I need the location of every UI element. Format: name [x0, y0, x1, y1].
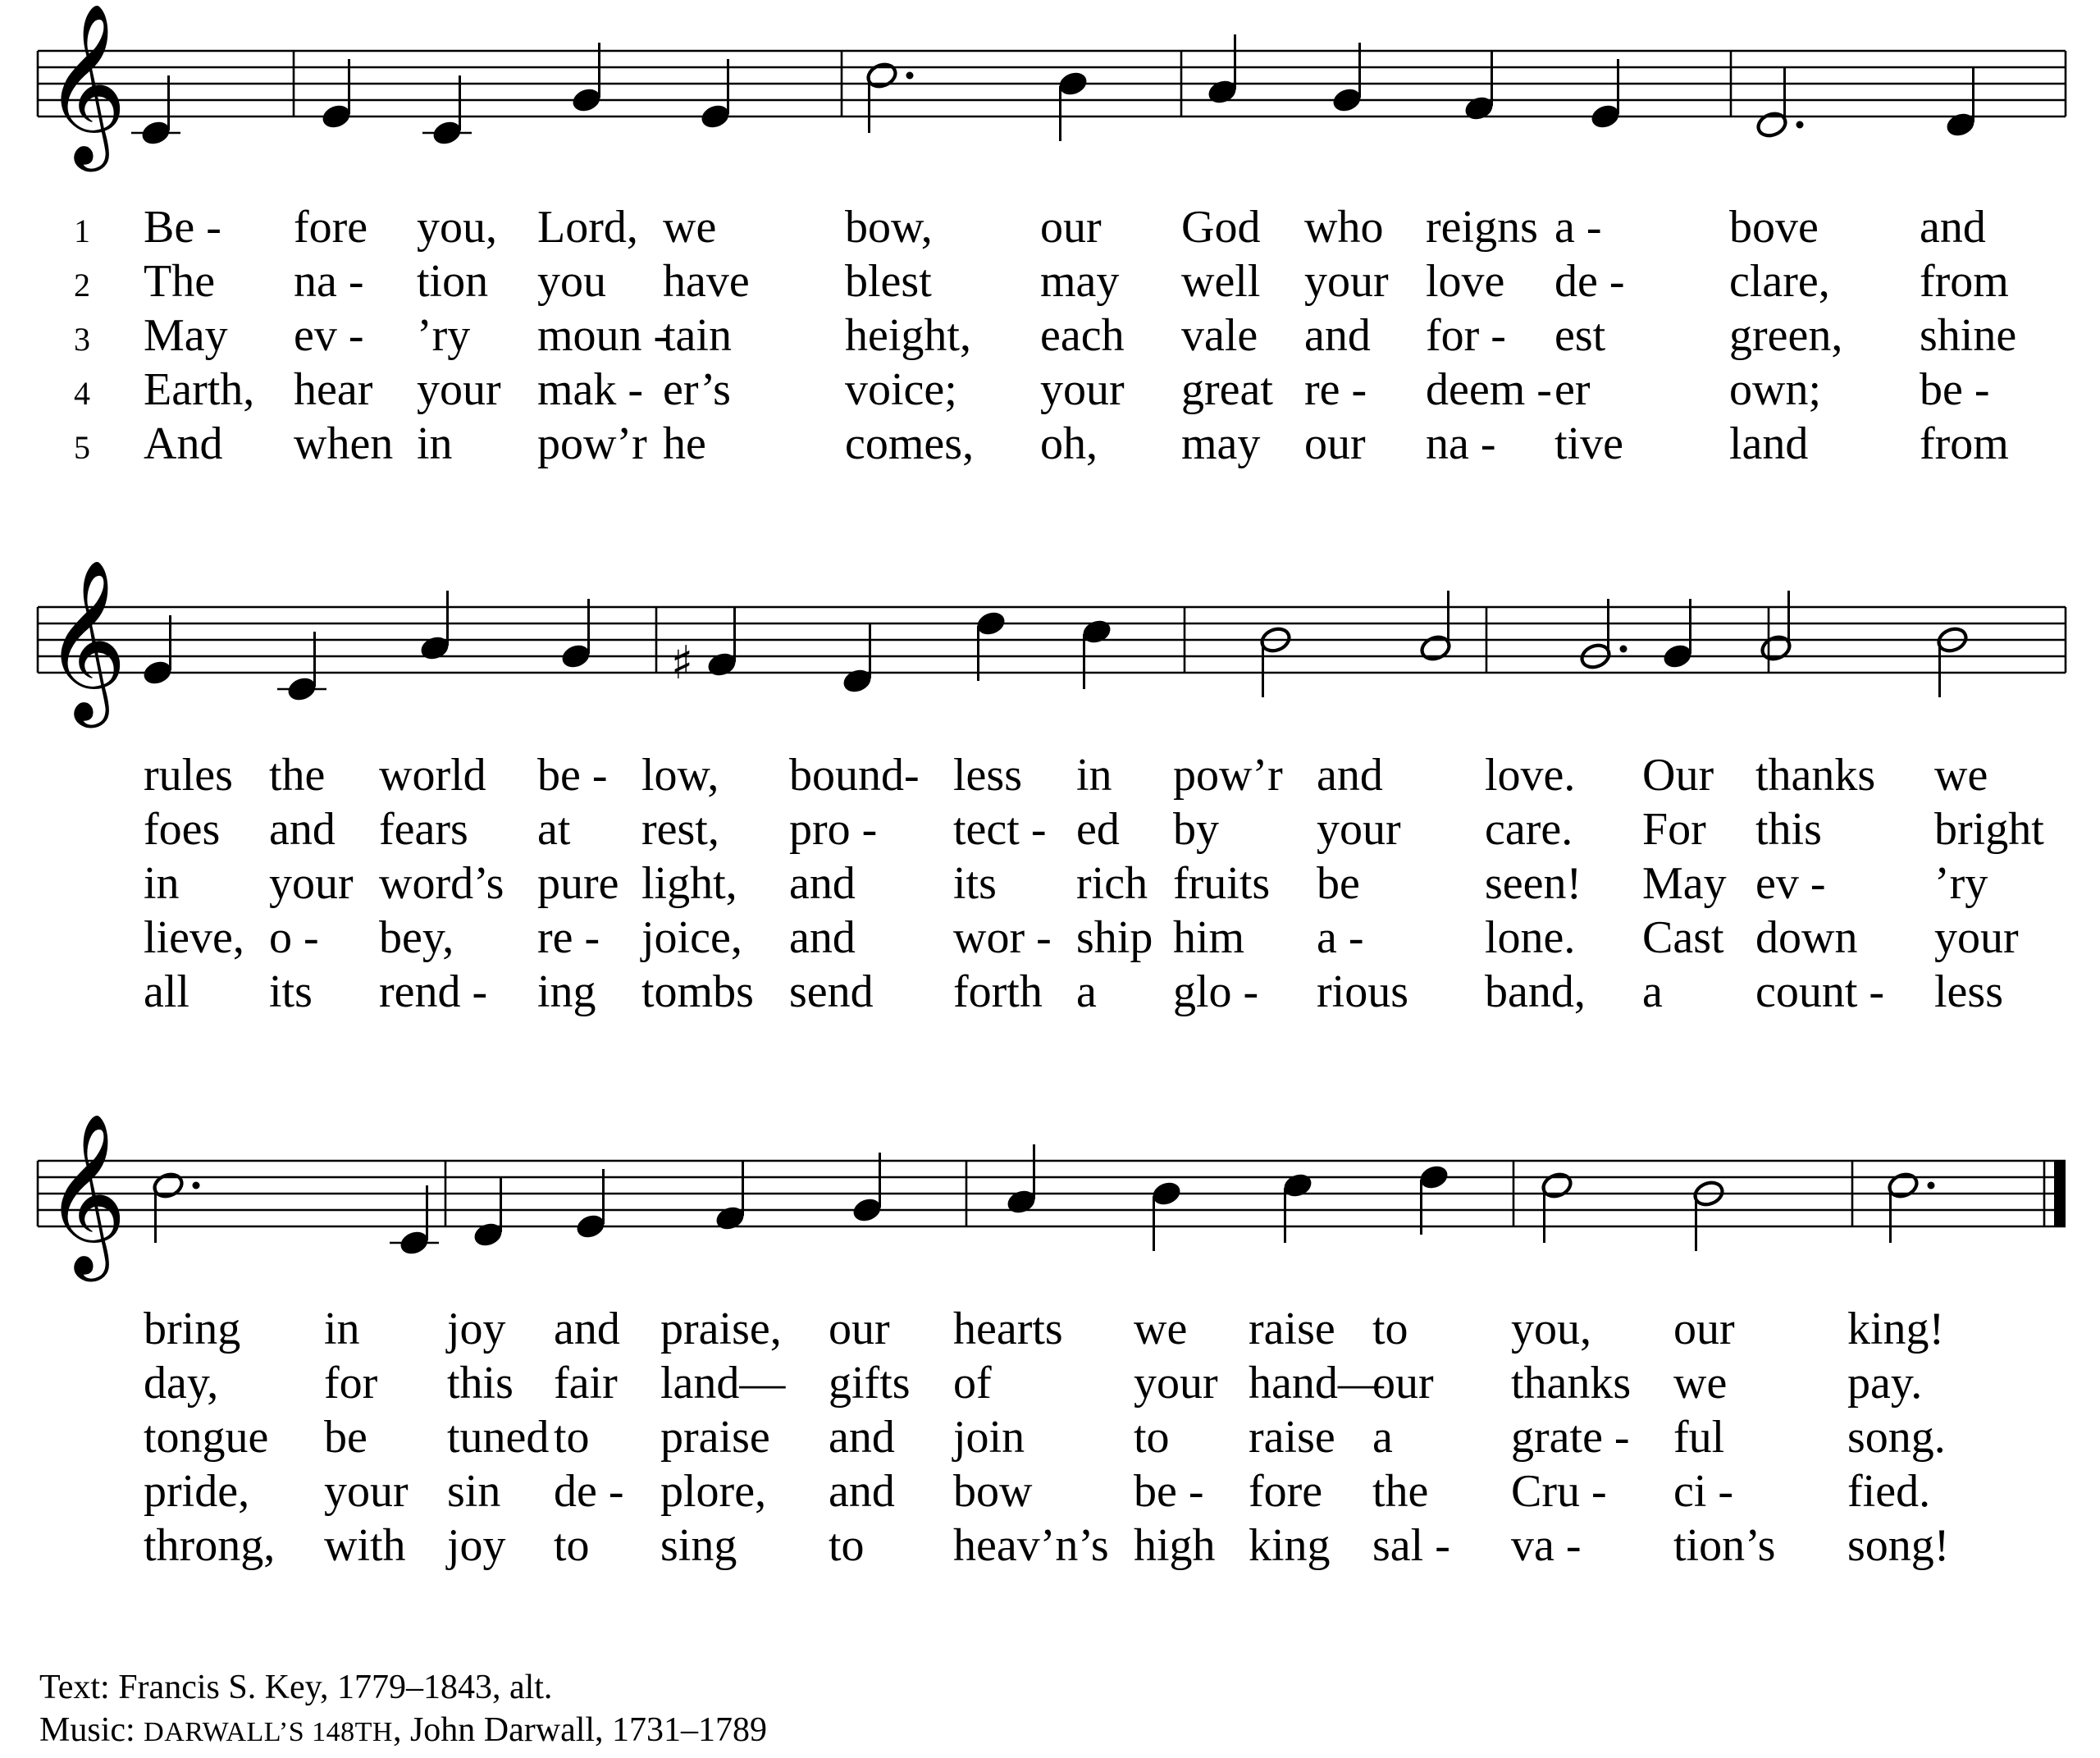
tune-name: DARWALL’S 148TH [144, 1717, 393, 1747]
note [141, 615, 175, 687]
lyric-syllable: joy [447, 1520, 506, 1571]
lyric-syllable: have [663, 256, 750, 307]
lyric-syllable: and [554, 1304, 620, 1354]
lyric-syllable: at [537, 804, 571, 855]
lyric-syllable: king [1249, 1520, 1331, 1571]
lyric-syllable: join [953, 1412, 1025, 1463]
lyric-syllable: great [1181, 364, 1273, 415]
lyric-syllable: bove [1729, 202, 1819, 253]
lyric-syllable: from [1920, 418, 2009, 469]
lyric-syllable: bey, [379, 912, 454, 963]
lyric-syllable: him [1173, 912, 1245, 963]
lyric-syllable: bow [953, 1466, 1033, 1517]
music-credit-value: , John Darwall, 1731–1789 [392, 1711, 768, 1749]
note [1692, 1179, 1726, 1251]
lyric-syllable: hand— [1249, 1358, 1384, 1409]
treble-clef-icon: 𝄞 [44, 1112, 127, 1275]
lyric-syllable: and [269, 804, 336, 855]
lyric-syllable: forth [953, 966, 1043, 1017]
lyric-syllable: Cru - [1511, 1466, 1607, 1517]
lyric-syllable: Earth, [144, 364, 255, 415]
lyric-syllable: our [1372, 1358, 1434, 1409]
lyric-syllable: ing [537, 966, 596, 1017]
lyric-syllable: all [144, 966, 189, 1017]
lyric-syllable: your [1934, 912, 2019, 963]
note [1206, 34, 1239, 107]
lyric-syllable: our [829, 1304, 890, 1354]
lyric-syllable: and [1304, 310, 1371, 361]
note [1944, 67, 1978, 139]
lyric-syllable: raise [1249, 1412, 1335, 1463]
lyric-syllable: high [1134, 1520, 1216, 1571]
lyric-syllable: to [1134, 1412, 1170, 1463]
lyric-syllable: be - [1920, 364, 1990, 415]
lyric-syllable: love. [1485, 750, 1576, 801]
note [390, 1185, 439, 1258]
note [418, 591, 452, 663]
lyric-syllable: grate - [1511, 1412, 1630, 1463]
lyric-syllable: less [1934, 966, 2003, 1017]
lyric-syllable: we [1673, 1358, 1728, 1409]
lyric-syllable: pure [537, 858, 619, 909]
note [851, 1153, 884, 1225]
lyric-syllable: deem - [1426, 364, 1552, 415]
lyric-syllable: with [324, 1520, 406, 1571]
lyric-syllable: world [379, 750, 486, 801]
note [699, 59, 733, 131]
lyric-syllable: its [269, 966, 313, 1017]
lyric-syllable: pow’r [537, 418, 647, 469]
lyric-syllable: fair [554, 1358, 618, 1409]
lyric-syllable: be [1317, 858, 1360, 909]
lyric-syllable: comes, [845, 418, 975, 469]
lyric-syllable: ’ry [1934, 858, 1988, 909]
note [1080, 617, 1114, 689]
note [714, 1161, 747, 1233]
lyric-syllable: to [554, 1412, 590, 1463]
lyric-syllable: song! [1847, 1520, 1950, 1571]
lyric-syllable: May [1642, 858, 1727, 909]
lyric-syllable: est [1554, 310, 1606, 361]
lyric-syllable: light, [641, 858, 737, 909]
note [1463, 51, 1496, 123]
lyric-syllable: moun - [537, 310, 669, 361]
lyric-syllable: wor - [953, 912, 1052, 963]
lyric-syllable: for - [1426, 310, 1506, 361]
lyric-syllable: less [953, 750, 1022, 801]
lyric-syllable: de - [554, 1466, 624, 1517]
lyric-syllable: na - [294, 256, 364, 307]
note [1005, 1144, 1039, 1217]
lyric-syllable: tongue [144, 1412, 269, 1463]
lyric-syllable: and [829, 1412, 895, 1463]
lyric-syllable: you [537, 256, 606, 307]
lyric-syllable: by [1173, 804, 1219, 855]
note [1150, 1179, 1184, 1251]
note [570, 43, 604, 115]
lyric-syllable: may [1040, 256, 1120, 307]
lyric-syllable: ci - [1673, 1466, 1734, 1517]
lyric-syllable: and [1317, 750, 1383, 801]
lyric-syllable: fore [1249, 1466, 1323, 1517]
lyric-syllable: plore, [660, 1466, 767, 1517]
lyric-syllable: land [1729, 418, 1809, 469]
lyric-syllable: re - [537, 912, 600, 963]
lyric-syllable: care. [1485, 804, 1573, 855]
note [277, 632, 326, 704]
lyric-syllable: hearts [953, 1304, 1063, 1354]
lyric-syllable: fied. [1847, 1466, 1931, 1517]
text-credit [39, 1670, 552, 1705]
lyric-syllable: clare, [1729, 256, 1830, 307]
note [472, 1177, 505, 1249]
lyric-syllable: own; [1729, 364, 1821, 415]
lyric-syllable: he [663, 418, 706, 469]
note [422, 75, 472, 148]
lyric-syllable: its [953, 858, 997, 909]
note [320, 59, 354, 131]
lyric-syllable: er [1554, 364, 1591, 415]
lyric-syllable: our [1040, 202, 1102, 253]
note [1541, 1171, 1574, 1243]
lyric-syllable: this [1755, 804, 1822, 855]
lyric-syllable: when [294, 418, 394, 469]
lyric-syllable: land— [660, 1358, 786, 1409]
lyric-syllable: rend - [379, 966, 488, 1017]
verse-number: 2 [74, 267, 90, 304]
lyric-syllable: de - [1554, 256, 1625, 307]
lyric-syllable: your [1304, 256, 1389, 307]
lyric-syllable: Be - [144, 202, 221, 253]
lyric-syllable: tombs [641, 966, 754, 1017]
lyric-syllable: sal - [1372, 1520, 1450, 1571]
lyric-syllable: your [1317, 804, 1401, 855]
lyric-syllable: praise, [660, 1304, 782, 1354]
lyric-syllable: in [324, 1304, 360, 1354]
note [1887, 1171, 1935, 1243]
lyric-syllable: fears [379, 804, 468, 855]
lyric-syllable: For [1642, 804, 1706, 855]
note [1755, 67, 1804, 139]
lyric-syllable: er’s [663, 364, 731, 415]
lyric-syllable: shine [1920, 310, 2017, 361]
lyric-syllable: a [1372, 1412, 1393, 1463]
music-credit-label: Music: [39, 1711, 135, 1749]
music-credit [39, 1713, 767, 1747]
lyric-syllable: count - [1755, 966, 1885, 1017]
augmentation-dot [906, 72, 914, 80]
lyric-syllable: glo - [1173, 966, 1259, 1017]
note [1936, 625, 1970, 697]
note [671, 607, 738, 690]
lyric-syllable: pride, [144, 1466, 250, 1517]
lyric-syllable: bring [144, 1304, 241, 1354]
lyric-syllable: tion [417, 256, 489, 307]
lyric-syllable: fore [294, 202, 368, 253]
lyric-syllable: God [1181, 202, 1261, 253]
verse-number: 5 [74, 429, 90, 466]
lyric-syllable: throng, [144, 1520, 276, 1571]
lyric-syllable: oh, [1040, 418, 1098, 469]
lyric-syllable: na - [1426, 418, 1496, 469]
lyric-syllable: ’ry [417, 310, 471, 361]
note [574, 1169, 608, 1241]
lyric-syllable: ship [1076, 912, 1153, 963]
lyric-syllable: height, [845, 310, 971, 361]
lyric-syllable: gifts [829, 1358, 911, 1409]
note [1661, 599, 1695, 671]
lyric-syllable: green, [1729, 310, 1843, 361]
treble-clef-icon: 𝄞 [44, 2, 127, 165]
system-2 [38, 559, 2066, 1017]
lyric-syllable: to [554, 1520, 590, 1571]
augmentation-dot [1620, 646, 1628, 653]
lyric-syllable: blest [845, 256, 932, 307]
lyric-syllable: to [829, 1520, 865, 1571]
lyric-syllable: your [324, 1466, 409, 1517]
lyric-syllable: bright [1934, 804, 2044, 855]
lyric-syllable: from [1920, 256, 2009, 307]
lyric-syllable: va - [1511, 1520, 1582, 1571]
lyric-syllable: raise [1249, 1304, 1335, 1354]
system-1 [38, 2, 2066, 469]
lyric-syllable: who [1304, 202, 1384, 253]
treble-clef-icon: 𝄞 [44, 559, 127, 721]
lyric-syllable: may [1181, 418, 1261, 469]
lyric-syllable: and [829, 1466, 895, 1517]
lyric-syllable: our [1673, 1304, 1735, 1354]
lyric-syllable: hear [294, 364, 373, 415]
lyric-syllable: Our [1642, 750, 1714, 801]
lyric-syllable: tive [1554, 418, 1623, 469]
lyric-syllable: sing [660, 1520, 737, 1571]
note [1331, 43, 1364, 115]
lyric-syllable: rest, [641, 804, 719, 855]
verse-number: 1 [74, 212, 90, 249]
lyric-syllable: to [1372, 1304, 1408, 1354]
lyric-syllable: be - [1134, 1466, 1204, 1517]
note [865, 61, 914, 133]
lyric-syllable: in [417, 418, 453, 469]
lyric-syllable: word’s [379, 858, 504, 909]
lyric-syllable: foes [144, 804, 221, 855]
lyric-syllable: a [1642, 966, 1663, 1017]
lyric-syllable: Cast [1642, 912, 1724, 963]
lyric-syllable: we [1134, 1304, 1188, 1354]
lyric-syllable: ev - [294, 310, 364, 361]
verse-number: 4 [74, 375, 90, 412]
lyric-syllable: ful [1673, 1412, 1725, 1463]
lyric-syllable: o - [269, 912, 319, 963]
note [1259, 625, 1293, 697]
lyric-syllable: your [1134, 1358, 1218, 1409]
lyric-syllable: The [144, 256, 216, 307]
lyric-syllable: Lord, [537, 202, 638, 253]
system-3 [38, 1112, 2066, 1571]
lyric-syllable: for [324, 1358, 378, 1409]
lyric-syllable: of [953, 1358, 992, 1409]
lyric-syllable: thanks [1755, 750, 1876, 801]
lyric-syllable: down [1755, 912, 1858, 963]
lyric-syllable: re - [1304, 364, 1367, 415]
note [1419, 591, 1453, 663]
lyric-syllable: you, [417, 202, 497, 253]
lyric-syllable: May [144, 310, 228, 361]
lyric-syllable: tion’s [1673, 1520, 1776, 1571]
note [131, 75, 180, 148]
sharp-icon: ♯ [671, 637, 694, 690]
lyric-syllable: king! [1847, 1304, 1945, 1354]
lyric-syllable: And [144, 418, 223, 469]
lyric-syllable: your [1040, 364, 1125, 415]
final-barline-thick [2054, 1161, 2066, 1226]
lyric-syllable: voice; [845, 364, 957, 415]
lyric-syllable: a - [1317, 912, 1364, 963]
lyric-syllable: rious [1317, 966, 1408, 1017]
lyric-syllable: in [1076, 750, 1112, 801]
lyric-syllable: be [324, 1412, 368, 1463]
text-credit-label: Text: [39, 1669, 110, 1706]
lyric-syllable: mak - [537, 364, 644, 415]
lyric-syllable: bound- [789, 750, 920, 801]
lyric-syllable: love [1426, 256, 1505, 307]
note [1281, 1171, 1315, 1243]
lyric-syllable: your [417, 364, 501, 415]
lyric-syllable: seen! [1485, 858, 1582, 909]
note [1418, 1162, 1451, 1235]
lyric-syllable: this [447, 1358, 514, 1409]
lyric-syllable: a [1076, 966, 1097, 1017]
lyric-syllable: low, [641, 750, 719, 801]
text-credit-value: Francis S. Key, 1779–1843, alt. [118, 1669, 553, 1706]
lyric-syllable: well [1181, 256, 1261, 307]
augmentation-dot [1796, 121, 1804, 129]
lyric-syllable: joy [447, 1304, 506, 1354]
lyric-syllable: and [789, 858, 856, 909]
note [1760, 591, 1793, 663]
lyric-syllable: be - [537, 750, 608, 801]
note [1057, 69, 1090, 141]
lyric-syllable: pro - [789, 804, 878, 855]
lyric-syllable: ev - [1755, 858, 1826, 909]
lyric-syllable: ed [1076, 804, 1120, 855]
lyric-syllable: lieve, [144, 912, 244, 963]
lyric-syllable: tain [663, 310, 732, 361]
note [975, 609, 1008, 681]
note [841, 623, 874, 696]
lyric-syllable: you, [1511, 1304, 1591, 1354]
note [1589, 59, 1623, 131]
lyric-syllable: and [1920, 202, 1986, 253]
lyric-syllable: lone. [1485, 912, 1576, 963]
lyric-syllable: reigns [1426, 202, 1538, 253]
note [152, 1171, 200, 1243]
lyric-syllable: tuned [447, 1412, 550, 1463]
lyric-syllable: band, [1485, 966, 1586, 1017]
lyric-syllable: each [1040, 310, 1125, 361]
lyric-syllable: and [789, 912, 856, 963]
lyric-syllable: your [269, 858, 354, 909]
lyric-syllable: tect - [953, 804, 1047, 855]
lyric-syllable: heav’n’s [953, 1520, 1109, 1571]
lyric-syllable: sin [447, 1466, 501, 1517]
lyric-syllable: fruits [1173, 858, 1271, 909]
lyric-syllable: pay. [1847, 1358, 1923, 1409]
augmentation-dot [193, 1182, 200, 1190]
lyric-syllable: joice, [641, 912, 742, 963]
lyric-syllable: thanks [1511, 1358, 1632, 1409]
lyric-syllable: the [1372, 1466, 1429, 1517]
note [1579, 599, 1628, 671]
lyric-syllable: our [1304, 418, 1366, 469]
lyric-syllable: in [144, 858, 180, 909]
lyric-syllable: rich [1076, 858, 1148, 909]
verse-number: 3 [74, 321, 90, 358]
lyric-syllable: song. [1847, 1412, 1946, 1463]
lyric-syllable: we [663, 202, 717, 253]
lyric-syllable: send [789, 966, 874, 1017]
lyric-syllable: we [1934, 750, 1988, 801]
lyric-syllable: the [269, 750, 326, 801]
lyric-syllable: pow’r [1173, 750, 1283, 801]
note [559, 599, 593, 671]
lyric-syllable: bow, [845, 202, 933, 253]
augmentation-dot [1928, 1182, 1935, 1190]
lyric-syllable: day, [144, 1358, 219, 1409]
lyric-syllable: vale [1181, 310, 1258, 361]
lyric-syllable: rules [144, 750, 233, 801]
lyric-syllable: praise [660, 1412, 770, 1463]
lyric-syllable: a - [1554, 202, 1602, 253]
